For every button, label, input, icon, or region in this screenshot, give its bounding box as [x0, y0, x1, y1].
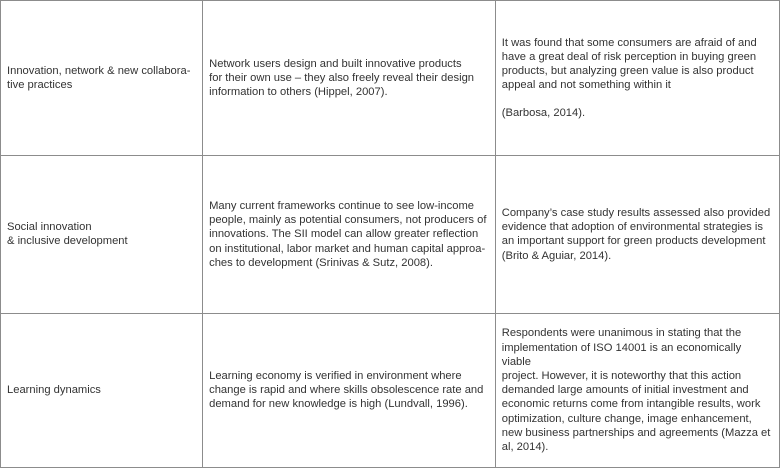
- theme-text: Learning dynamics: [7, 384, 101, 397]
- table-row: [1, 156, 780, 313]
- theory-text: Network users design and built innovative products for their own use – they also freely reveal their design information to others (Hippel, 2007).: [209, 57, 475, 99]
- theme-text: Social innovation & inclusive development: [7, 221, 128, 248]
- evidence-text: It was found that some consumers are afraid of and have a great deal of risk perception in buying green products, but analyzing green value is also product appeal and not something within it: [501, 36, 757, 92]
- theme-cell: [1, 313, 203, 467]
- evidence-cell: [495, 156, 779, 313]
- evidence-citation: (Barbosa, 2014).: [501, 107, 586, 120]
- theme-cell: [1, 156, 203, 313]
- theory-cell: [203, 1, 496, 156]
- theme-cell: [1, 1, 203, 156]
- evidence-text: Company’s case study results assessed also provided evidence that adoption of environmental strategies is an important support for green products development (Brito & Aguiar, 2014).: [501, 207, 771, 262]
- table-row: [1, 313, 780, 467]
- evidence-cell: [495, 313, 779, 467]
- spacer: [502, 92, 773, 106]
- theory-cell: [203, 156, 496, 313]
- theme-text: Innovation, network & new collabora- tive practices: [7, 64, 191, 92]
- evidence-text: Respondents were unanimous in stating that the implementation of ISO 14001 is an economically viable project. However, it is noteworthy that this action demanded large amounts of initial investment and economic returns come from intangible results, work optimization, culture change, image enhancement, new business partnerships and agreements (Mazza et al, 2014).: [501, 327, 771, 454]
- theory-cell: [203, 313, 496, 467]
- table-row: [1, 1, 780, 156]
- theory-text: Learning economy is verified in environment where change is rapid and where skills obsolescence rate and demand for new knowledge is high (Lundvall, 1996).: [209, 370, 484, 411]
- evidence-cell: [495, 1, 779, 156]
- theory-text: Many current frameworks continue to see low-income people, mainly as potential consumers, not producers of innovations. The SII model can allow greater reflection on institutional, labor market and human capital approa- ches to development (Srinivas & Sutz, 2008).: [209, 199, 487, 269]
